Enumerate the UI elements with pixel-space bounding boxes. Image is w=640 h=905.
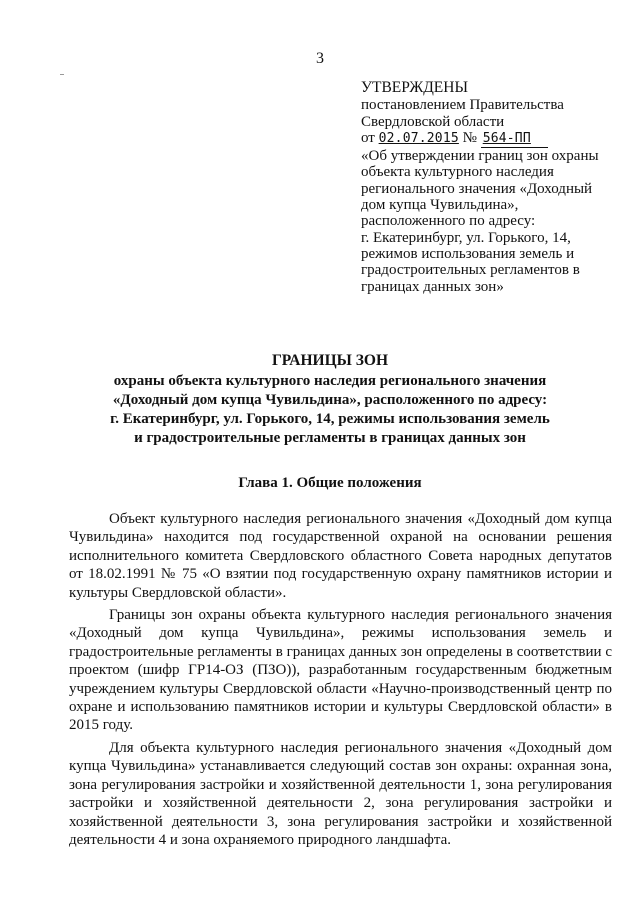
approval-line-12: границах данных зон» — [361, 278, 504, 295]
document-title-line-2: «Доходный дом купца Чувильдина», расположенного по адресу: — [112, 392, 548, 408]
approval-line-6: регионального значения «Доходный — [361, 180, 593, 197]
approval-line-1: постановлением Правительства — [361, 97, 564, 114]
margin-mark — [60, 74, 64, 75]
document-title-line-4: и градостроительные регламенты в границах данных зон — [134, 430, 526, 446]
approval-line-5: объекта культурного наследия — [361, 164, 554, 181]
approval-date-line — [361, 130, 623, 148]
paragraph-3: Для объекта культурного наследия регионального значения «Доходный дом купца Чувильдина» устанавливается следующий состав зон охраны: охранная зона, зона регулирования застройки и хозяйственной деятельности 1, зона регулирования застройки и хозяйственной деятельности 2, зона регулирования застройки и хозяйственной деятельности 3, зона регулирования застройки и хозяйственной деятельности 4 и зона охраняемого природного ландшафта. — [69, 739, 612, 848]
approval-line-10: режимов использования земель и — [361, 245, 575, 262]
approval-heading: УТВЕРЖДЕНЫ — [361, 79, 468, 96]
approval-date-prefix: от — [361, 129, 375, 146]
approval-number-prefix: № — [462, 129, 477, 146]
document-title-line-1: охраны объекта культурного наследия регионального значения — [113, 373, 547, 389]
document-title — [60, 351, 600, 448]
document-title-main: ГРАНИЦЫ ЗОН — [271, 352, 389, 369]
approval-block — [361, 80, 623, 295]
approval-line-4: «Об утверждении границ зон охраны — [361, 148, 599, 165]
approval-date: 02.07.2015 — [378, 130, 459, 146]
approval-number: 564-ПП — [482, 130, 531, 146]
approval-line-2: Свердловской области — [361, 113, 505, 130]
document-title-line-3: г. Екатеринбург, ул. Горького, 14, режимы использования земель — [110, 411, 550, 427]
paragraph-2: Границы зон охраны объекта культурного наследия регионального значения «Доходный дом купца Чувильдина», режимы использования земель и градостроительные регламенты в границах данных зон определены в соответствии с проектом (шифр ГР14-ОЗ (ПЗО)), разработанным государственным бюджетным учреждением культуры Свердловской области «Научно-производственный центр по охране и использованию памятников истории и культуры Свердловской области» в 2015 году. — [69, 607, 612, 734]
approval-line-9: г. Екатеринбург, ул. Горького, 14, — [361, 229, 571, 246]
paragraph-1: Объект культурного наследия регионального значения «Доходный дом купца Чувильдина» находится под государственной охраной на основании решения исполнительного комитета Свердловского областного Совета народных депутатов от 18.02.1991 № 75 «О взятии под государственную охрану памятников истории и культуры Свердловской области». — [69, 511, 612, 601]
approval-line-7: дом купца Чувильдина», — [361, 197, 519, 214]
approval-line-11: градостроительных регламентов в — [361, 262, 580, 279]
body-text — [69, 510, 612, 853]
page-number: 3 — [316, 50, 324, 67]
chapter-heading: Глава 1. Общие положения — [238, 475, 422, 491]
approval-line-8: расположенного по адресу: — [361, 213, 536, 230]
approval-number-wrap — [481, 130, 548, 148]
